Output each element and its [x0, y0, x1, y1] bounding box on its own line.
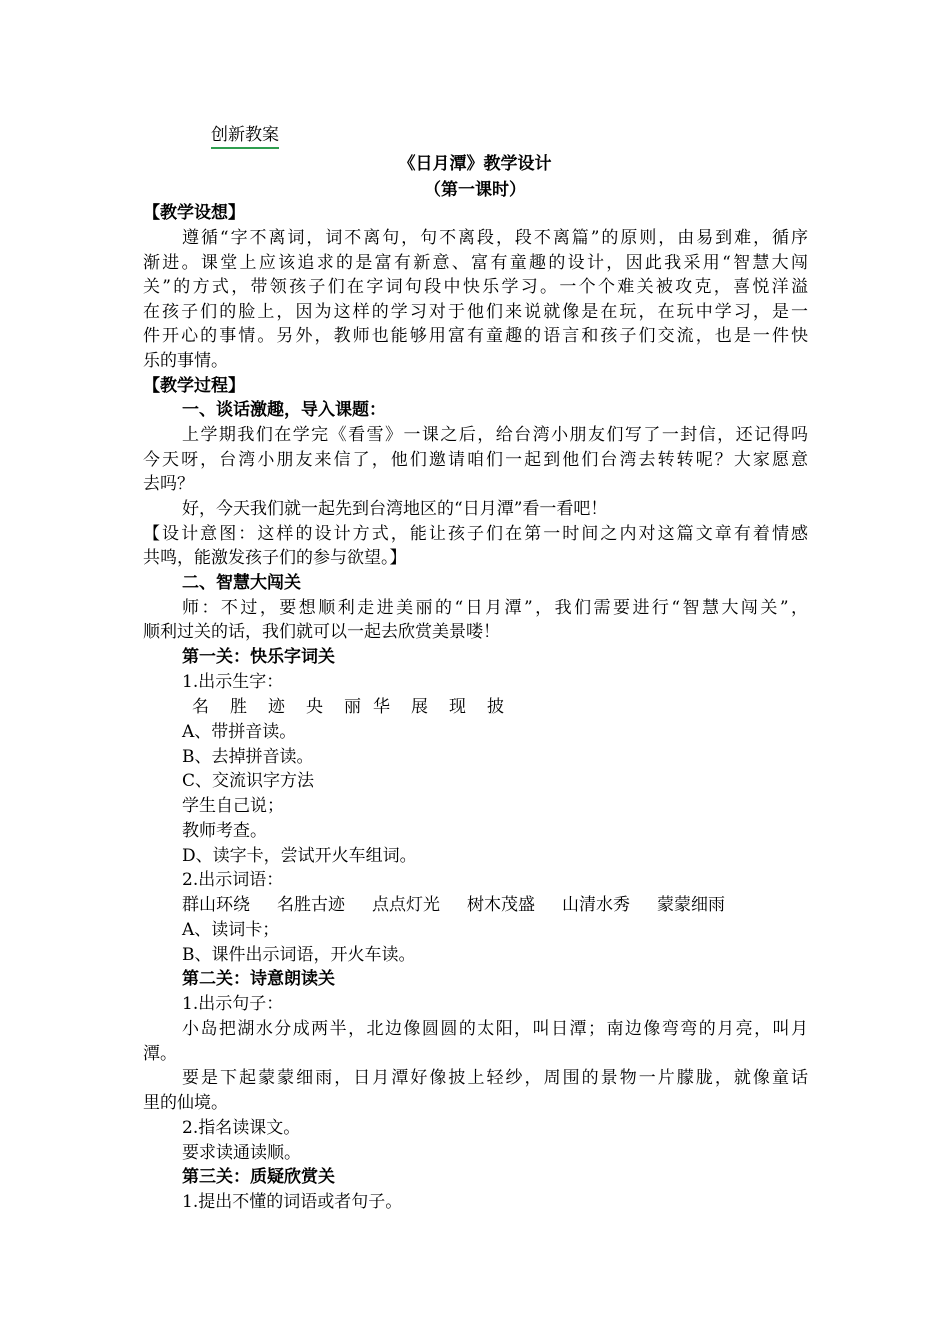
part1-line: 好，今天我们就一起先到台湾地区的“日月潭”看一看吧！ — [182, 499, 608, 519]
intent-line: 【设计意图：这样的设计方式，能让孩子们在第一时间之内对这篇文章有着情感 — [143, 524, 808, 544]
level1-b2: B、课件出示词语，开火车读。 — [182, 945, 416, 965]
idea-line: 在孩子们的脸上，因为这样的学习对于他们来说就像是在玩，在玩中学习，是一 — [143, 302, 808, 322]
process-heading: 【教学过程】 — [143, 376, 245, 396]
idea-line: 渐进。课堂上应该追求的是富有新意、富有童趣的设计，因此我采用“智慧大闯 — [143, 253, 808, 273]
idea-heading: 【教学设想】 — [143, 203, 245, 223]
word-list — [182, 893, 808, 918]
char-item: 迹 — [268, 697, 285, 717]
idea-line: 关”的方式，带领孩子们在字词句段中快乐学习。一个个难关被攻克，喜悦洋溢 — [143, 277, 808, 297]
word-item: 点点灯光 — [372, 895, 440, 915]
word-item: 名胜古迹 — [277, 895, 345, 915]
char-item: 展 — [411, 697, 428, 717]
char-list — [192, 695, 818, 720]
level2-step1: 1.出示句子： — [182, 994, 284, 1014]
part2-heading: 二、智慧大闯关 — [182, 573, 301, 593]
sentence-line: 潭。 — [143, 1044, 177, 1064]
sentence-line: 小岛把湖水分成两半，北边像圆圆的太阳，叫日潭；南边像弯弯的月亮，叫月 — [182, 1019, 808, 1039]
part1-line: 今天呀，台湾小朋友来信了，他们邀请咱们一起到他们台湾去转转呢？大家愿意 — [143, 450, 808, 470]
word-item: 山清水秀 — [562, 895, 630, 915]
level1-a2: A、读词卡； — [182, 920, 280, 940]
char-item: 胜 — [230, 697, 247, 717]
char-item: 现 — [449, 697, 466, 717]
doc-tag: 创新教案 — [211, 124, 279, 149]
char-item: 丽 — [344, 697, 361, 717]
part1-line: 上学期我们在学完《看雪》一课之后，给台湾小朋友们写了一封信，还记得吗 — [182, 425, 808, 445]
part1-heading: 一、谈话激趣，导入课题： — [182, 400, 386, 420]
idea-line: 乐的事情。 — [143, 351, 228, 371]
char-item: 披 — [487, 697, 504, 717]
level2-step2: 2.指名读课文。 — [182, 1118, 301, 1138]
level1-c: C、交流识字方法 — [182, 771, 315, 791]
sentence-line: 要是下起蒙蒙细雨，日月潭好像披上轻纱，周围的景物一片朦胧，就像童话 — [182, 1068, 808, 1088]
level1-teacher: 教师考查。 — [182, 821, 267, 841]
sentence-line: 里的仙境。 — [143, 1093, 228, 1113]
level2-heading: 第二关：诗意朗读关 — [182, 969, 335, 989]
level1-step2: 2.出示词语： — [182, 870, 284, 890]
word-item: 树木茂盛 — [467, 895, 535, 915]
part2-line: 师：不过，要想顺利走进美丽的“日月潭”，我们需要进行“智慧大闯关”， — [182, 598, 808, 618]
level1-step1: 1.出示生字： — [182, 672, 284, 692]
idea-line: 件开心的事情。另外，教师也能够用富有童趣的语言和孩子们交流，也是一件快 — [143, 326, 808, 346]
level2-requirement: 要求读通读顺。 — [182, 1143, 301, 1163]
doc-title: 《日月潭》教学设计 — [398, 154, 552, 174]
level3-step1: 1.提出不懂的词语或者句子。 — [182, 1192, 403, 1212]
intent-line: 共鸣，能激发孩子们的参与欲望。】 — [143, 548, 407, 568]
part1-line: 去吗？ — [143, 474, 194, 494]
part2-line: 顺利过关的话，我们就可以一起去欣赏美景喽！ — [143, 622, 500, 642]
idea-line: 遵循“字不离词，词不离句，句不离段，段不离篇”的原则，由易到难，循序 — [182, 228, 808, 248]
level1-heading: 第一关：快乐字词关 — [182, 647, 335, 667]
word-item: 蒙蒙细雨 — [657, 895, 725, 915]
char-item: 华 — [373, 697, 390, 717]
char-item: 名 — [192, 697, 209, 717]
level1-b: B、去掉拼音读。 — [182, 747, 314, 767]
char-item: 央 — [306, 697, 323, 717]
level1-student: 学生自己说； — [182, 796, 284, 816]
word-item: 群山环绕 — [182, 895, 250, 915]
doc-subtitle: （第一课时） — [424, 180, 526, 200]
level3-heading: 第三关：质疑欣赏关 — [182, 1167, 335, 1187]
level1-a: A、带拼音读。 — [182, 722, 297, 742]
level1-d: D、读字卡，尝试开火车组词。 — [182, 846, 417, 866]
